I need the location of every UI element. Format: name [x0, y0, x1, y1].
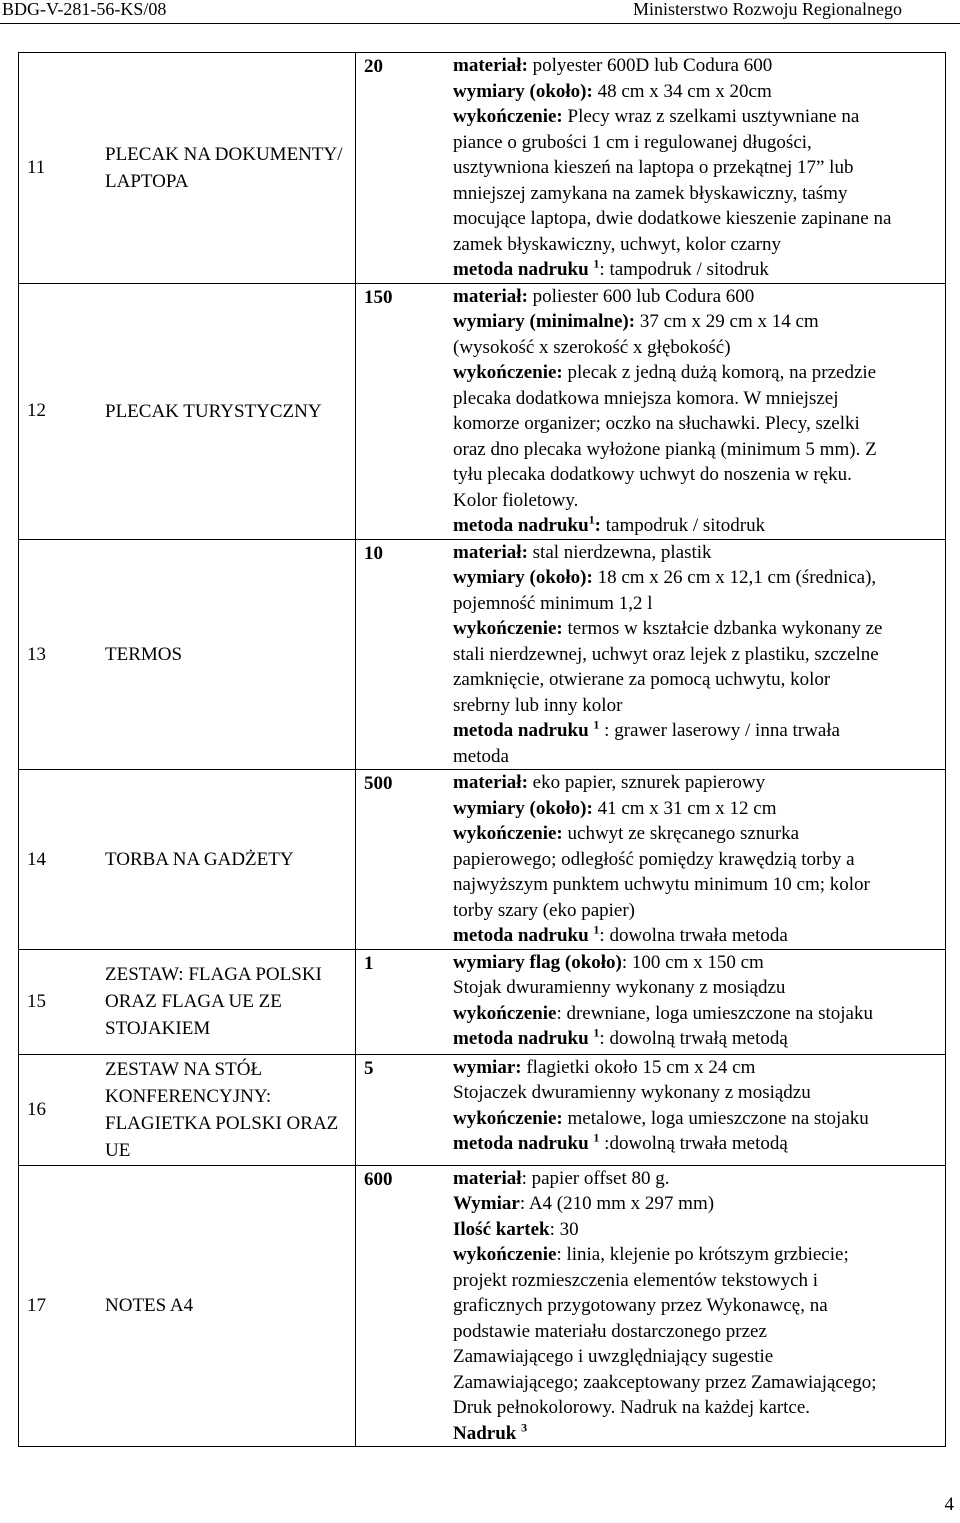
description-line: wymiary (około): 48 cm x 34 cm x 20cm: [453, 80, 772, 102]
item-number: 11: [19, 53, 99, 284]
item-quantity: 500: [356, 770, 451, 950]
table-row: [19, 283, 946, 539]
description-line: wymiary (minimalne): 37 cm x 29 cm x 14 cm: [453, 311, 819, 332]
description-line: zamek błyskawiczny, uchwyt, kolor czarny: [453, 233, 781, 255]
description-line: Druk pełnokolorowy. Nadruk na każdej kartce.: [453, 1397, 811, 1418]
item-number: 13: [19, 539, 99, 770]
description-line: mocujące laptopa, dwie dodatkowe kieszenie zapinane na: [453, 208, 892, 229]
description-line: Stojak dwuramienny wykonany z mosiądzu: [453, 977, 786, 998]
description-line: (wysokość x szerokość x głębokość): [453, 336, 731, 358]
item-name: TORBA NA GADŻETY: [98, 770, 356, 950]
description-line: metoda nadruku$^1$: tampodruk / sitodruk: [453, 512, 766, 536]
page-number: 4: [944, 1494, 954, 1515]
description-line: Zamawiającego; zaakceptowany przez Zamawiającego;: [453, 1371, 877, 1393]
item-number: 14: [19, 770, 99, 950]
description-line: tyłu plecaka dodatkowy uchwyt do noszenia w ręku.: [453, 464, 852, 485]
item-name: ZESTAW: FLAGA POLSKI ORAZ FLAGA UE ZE STOJAKIEM: [98, 949, 356, 1054]
item-description: [450, 539, 946, 770]
description-line: stali nierdzewnej, uchwyt oraz lejek z plastiku, szczelne: [453, 643, 879, 665]
item-number: 16: [19, 1054, 99, 1165]
table-row: [19, 770, 946, 950]
description-line: materiał: polyester 600D lub Codura 600: [453, 55, 773, 76]
description-line: usztywniona kieszeń na laptopa o przekątnej 17” lub: [453, 157, 854, 178]
description-line: materiał: stal nierdzewna, plastik: [453, 541, 712, 563]
table-row: [19, 1054, 946, 1165]
description-line: papierowego; odległość pomiędzy krawędzią torby a: [453, 848, 855, 870]
item-quantity: 20: [356, 53, 451, 284]
description-line: wymiary flag (około): 100 cm x 150 cm: [453, 951, 764, 973]
description-line: wymiary (około): 41 cm x 31 cm x 12 cm: [453, 797, 777, 819]
description-line: Wymiar: A4 (210 mm x 297 mm): [453, 1193, 715, 1214]
item-description: [450, 949, 946, 1054]
description-line: metoda: [453, 745, 509, 767]
table-row: [19, 539, 946, 770]
item-description: [450, 53, 946, 284]
item-number: 12: [19, 283, 99, 539]
description-line: wykończenie: plecak z jedną dużą komorą, na przedzie: [453, 362, 877, 383]
item-quantity: 150: [356, 283, 451, 539]
item-number: 17: [19, 1165, 99, 1447]
description-line: oraz dno plecaka wyłożone pianką (minimum 5 mm). Z: [453, 438, 877, 460]
description-line: wykończenie: drewniane, loga umieszczone na stojaku: [453, 1002, 873, 1024]
item-quantity: 1: [356, 949, 451, 1054]
description-line: Kolor fioletowy.: [453, 489, 579, 511]
description-line: materiał: poliester 600 lub Codura 600: [453, 285, 755, 307]
page-header: [0, 0, 960, 24]
description-line: komorze organizer; oczko na słuchawki. Plecy, szelki: [453, 413, 860, 434]
description-line: wymiary (około): 18 cm x 26 cm x 12,1 cm (średnica),: [453, 567, 877, 588]
description-line: Nadruk $^3$: [453, 1420, 528, 1444]
description-line: Ilość kartek: 30: [453, 1218, 579, 1240]
table-row: [19, 1165, 946, 1447]
description-line: materiał: papier offset 80 g.: [453, 1167, 670, 1189]
ministry-name: Ministerstwo Rozwoju Regionalnego: [633, 0, 902, 19]
header-divider: [0, 23, 960, 24]
item-number: 15: [19, 949, 99, 1054]
description-line: Zamawiającego i uwzględniający sugestie: [453, 1346, 774, 1367]
description-line: metoda nadruku $^1$: dowolną trwałą metodą: [453, 1025, 788, 1049]
description-line: materiał: eko papier, sznurek papierowy: [453, 772, 766, 793]
item-description: [450, 1165, 946, 1447]
description-line: graficznych przygotowany przez Wykonawcę, na: [453, 1295, 828, 1316]
item-description: [450, 1054, 946, 1165]
description-line: plecaka dodatkowa mniejsza komora. W mniejszej: [453, 387, 839, 409]
description-line: wykończenie: termos w kształcie dzbanka wykonany ze: [453, 618, 883, 639]
item-quantity: 10: [356, 539, 451, 770]
document-id: BDG-V-281-56-KS/08: [2, 0, 167, 19]
description-line: projekt rozmieszczenia elementów tekstowych i: [453, 1269, 819, 1291]
description-line: podstawie materiału dostarczonego przez: [453, 1320, 767, 1342]
items-table: [18, 52, 946, 1447]
description-line: wykończenie: metalowe, loga umieszczone na stojaku: [453, 1107, 869, 1129]
item-name: TERMOS: [98, 539, 356, 770]
description-line: najwyższym punktem uchwytu minimum 10 cm; kolor: [453, 874, 870, 895]
description-line: metoda nadruku $^1$ : grawer laserowy / inna trwała: [453, 717, 840, 741]
description-line: piance o grubości 1 cm i regulowanej długości,: [453, 131, 812, 153]
description-line: wykończenie: Plecy wraz z szelkami usztywniane na: [453, 106, 860, 127]
item-quantity: 600: [356, 1165, 451, 1447]
description-line: wymiar: flagietki około 15 cm x 24 cm: [453, 1056, 756, 1078]
item-quantity: 5: [356, 1054, 451, 1165]
description-line: wykończenie: uchwyt ze skręcanego sznurka: [453, 823, 800, 844]
description-line: pojemność minimum 1,2 l: [453, 592, 653, 614]
item-description: [450, 770, 946, 950]
item-name: PLECAK NA DOKUMENTY/ LAPTOPA: [98, 53, 356, 284]
item-name: NOTES A4: [98, 1165, 356, 1447]
description-line: torby szary (eko papier): [453, 899, 636, 921]
item-name: PLECAK TURYSTYCZNY: [98, 283, 356, 539]
description-line: metoda nadruku $^1$: tampodruk / sitodruk: [453, 256, 769, 280]
table-row: [19, 949, 946, 1054]
description-line: metoda nadruku $^1$ :dowolną trwała metodą: [453, 1130, 788, 1154]
description-line: srebrny lub inny kolor: [453, 694, 623, 716]
item-description: [450, 283, 946, 539]
table-row: [19, 53, 946, 284]
description-line: metoda nadruku $^1$: dowolna trwała metoda: [453, 922, 788, 946]
description-line: wykończenie: linia, klejenie po krótszym grzbiecie;: [453, 1244, 849, 1265]
description-line: zamknięcie, otwierane za pomocą uchwytu, kolor: [453, 669, 831, 690]
description-line: Stojaczek dwuramienny wykonany z mosiądzu: [453, 1082, 811, 1103]
description-line: mniejszej zamykana na zamek błyskawiczny, taśmy: [453, 182, 848, 204]
item-name: ZESTAW NA STÓŁ KONFERENCYJNY: FLAGIETKA POLSKI ORAZ UE: [98, 1054, 356, 1165]
